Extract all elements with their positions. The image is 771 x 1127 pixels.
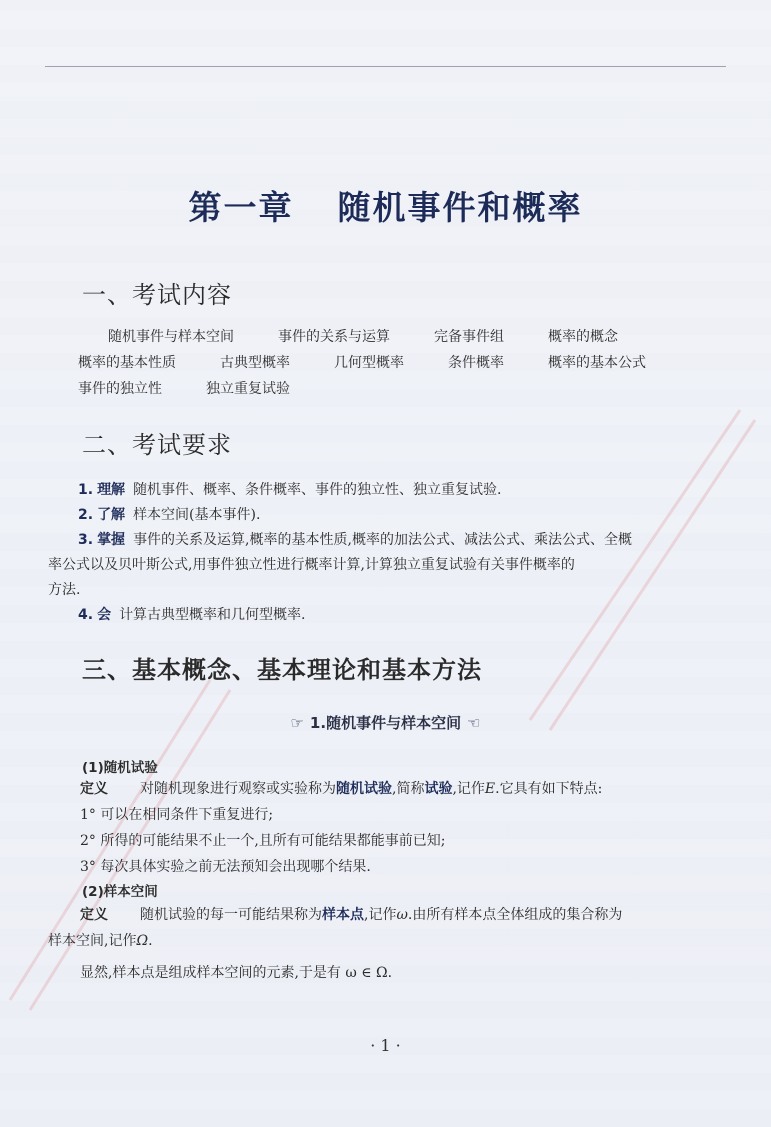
topic-item: 事件的关系与运算 xyxy=(278,329,390,345)
exam-content-paragraph xyxy=(48,324,724,402)
sample-space-note: 显然,样本点是组成样本空间的元素,于是有 ω ∈ Ω. xyxy=(80,965,393,981)
definition-text: 随机试验的每一可能结果称为 xyxy=(140,907,322,923)
requirement-number: 3. xyxy=(78,532,94,548)
topic-item: 独立重复试验 xyxy=(206,381,290,397)
requirement-item-3-continuation: 率公式以及贝叶斯公式,用事件独立性进行概率计算,计算独立重复试验有关事件概率的 xyxy=(48,557,575,573)
requirement-number: 2. xyxy=(78,507,94,523)
requirement-item-4 xyxy=(48,603,728,628)
requirement-text: 随机事件、概率、条件概率、事件的独立性、独立重复试验. xyxy=(133,482,502,498)
topic-item: 古典型概率 xyxy=(220,355,290,371)
requirement-keyword: 掌握 xyxy=(97,532,126,548)
topic-item: 条件概率 xyxy=(448,355,504,371)
pointing-hand-left-icon: ☜ xyxy=(467,714,481,732)
definition-text: 对随机现象进行观察或实验称为 xyxy=(140,781,336,797)
requirement-keyword: 理解 xyxy=(97,482,126,498)
header-rule xyxy=(45,66,726,67)
definition-text: . xyxy=(148,933,153,949)
requirement-item-3 xyxy=(48,528,728,553)
characteristic-point-3: 3° 每次具体实验之前无法预知会出现哪个结果. xyxy=(80,859,371,875)
math-symbol: Ω xyxy=(136,933,149,949)
requirement-keyword: 了解 xyxy=(97,507,126,523)
definition-text: ,记作 xyxy=(364,907,397,923)
requirement-text: 计算古典型概率和几何型概率. xyxy=(119,607,306,623)
definition-keyword: 定义 xyxy=(80,781,108,797)
definition-text: ,简称 xyxy=(392,781,425,797)
definition-sample-space xyxy=(80,902,724,928)
section-heading-basic-concepts: 三、基本概念、基本理论和基本方法 xyxy=(82,656,482,684)
definition-keyword: 定义 xyxy=(80,907,108,923)
requirement-keyword: 会 xyxy=(97,607,112,623)
chapter-number: 第一章 xyxy=(188,188,294,227)
defined-term: 试验 xyxy=(424,781,453,797)
page-number: · 1 · xyxy=(370,1036,401,1055)
defined-term: 随机试验 xyxy=(336,781,392,797)
requirement-number: 4. xyxy=(78,607,94,623)
math-symbol: ω xyxy=(396,907,408,923)
definition-sample-space-continuation xyxy=(48,928,728,954)
requirement-item-1 xyxy=(48,478,728,503)
chapter-title xyxy=(0,182,771,229)
subsection-title xyxy=(0,712,771,733)
chapter-name: 随机事件和概率 xyxy=(337,188,583,227)
requirement-text: 事件的关系及运算,概率的基本性质,概率的加法公式、减法公式、乘法公式、全概 xyxy=(133,532,632,548)
definition-random-experiment xyxy=(80,776,724,802)
section-heading-exam-content: 一、考试内容 xyxy=(82,281,232,309)
defined-term: 样本点 xyxy=(322,907,364,923)
characteristic-point-2: 2° 所得的可能结果不止一个,且所有可能结果都能事前已知; xyxy=(80,833,446,849)
item-label-random-experiment: (1)随机试验 xyxy=(82,760,158,776)
requirement-text: 样本空间(基本事件). xyxy=(133,507,261,523)
subsection-number: 1. xyxy=(309,714,327,732)
requirement-item-2 xyxy=(48,503,728,528)
topic-item: 完备事件组 xyxy=(434,329,504,345)
definition-text: ,记作 xyxy=(452,781,485,797)
definition-text: .它具有如下特点: xyxy=(495,781,603,797)
math-symbol: E xyxy=(484,781,496,797)
requirement-item-3-continuation: 方法. xyxy=(48,582,81,598)
item-label-sample-space: (2)样本空间 xyxy=(82,884,158,900)
pointing-hand-icon: ☞ xyxy=(290,714,304,732)
topic-item: 概率的概念 xyxy=(548,329,618,345)
section-heading-exam-requirements: 二、考试要求 xyxy=(82,431,232,459)
requirement-number: 1. xyxy=(78,482,94,498)
topic-item: 概率的基本公式 xyxy=(548,355,646,371)
definition-text: .由所有样本点全体组成的集合称为 xyxy=(407,907,623,923)
definition-text: 样本空间,记作 xyxy=(48,933,137,949)
characteristic-point-1: 1° 可以在相同条件下重复进行; xyxy=(80,807,274,823)
topic-item: 概率的基本性质 xyxy=(78,355,176,371)
subsection-name: 随机事件与样本空间 xyxy=(326,714,462,732)
topic-item: 随机事件与样本空间 xyxy=(108,329,234,345)
topic-item: 事件的独立性 xyxy=(78,381,162,397)
topic-item: 几何型概率 xyxy=(334,355,404,371)
